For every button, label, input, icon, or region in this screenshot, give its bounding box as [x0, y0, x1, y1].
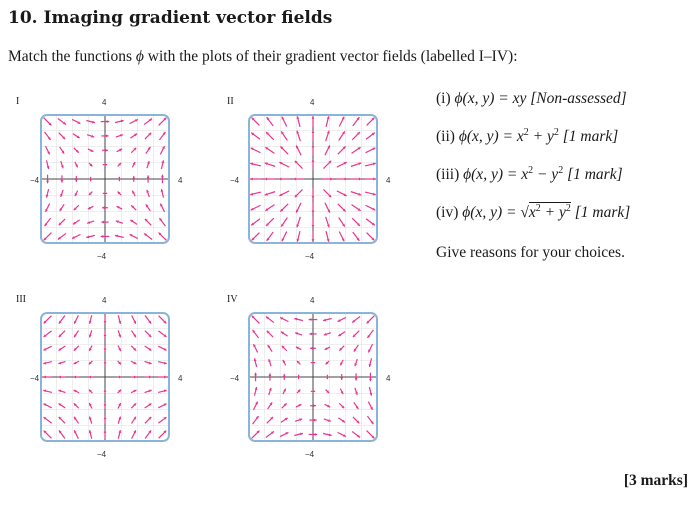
plot-label-IV: IV [227, 294, 238, 305]
tick-bottom-III: −4 [97, 450, 107, 459]
function-i: (i) ϕ(x, y) = xy [Non-assessed] [436, 90, 627, 107]
function-iv: (iv) ϕ(x, $y) = √x^2 + y^2$ [1 mark] [436, 202, 631, 221]
plot-II [248, 114, 378, 244]
tick-left-III: −4 [30, 374, 40, 383]
tick-top-III: 4 [102, 296, 107, 305]
sqrt-icon: √ [520, 204, 529, 221]
plot-III [40, 312, 170, 442]
tick-bottom-IV: −4 [305, 450, 315, 459]
plot-IV [248, 312, 378, 442]
tick-bottom-II: −4 [305, 252, 315, 261]
closing-instruction: Give reasons for your choices. [436, 244, 625, 261]
tick-left-II: −4 [230, 176, 240, 185]
function-iii: (iii) ϕ(x, $y) = x^2 - y^2$ [1 mark] [436, 164, 623, 183]
tick-top-IV: 4 [310, 296, 315, 305]
tick-top-I: 4 [102, 98, 107, 107]
plot-label-I: I [16, 96, 20, 107]
tick-top-II: 4 [310, 98, 315, 107]
plot-label-II: II [227, 96, 234, 107]
tick-right-IV: 4 [386, 374, 391, 383]
question-intro: Match the functions ϕ with the plots of their gradient vector fields (labelled I–IV): [8, 48, 518, 65]
tick-right-II: 4 [386, 176, 391, 185]
function-ii: (ii) ϕ(x, $y) = x^2 + y^2$ [1 mark] [436, 126, 619, 145]
plot-label-III: III [16, 294, 26, 305]
tick-left-IV: −4 [230, 374, 240, 383]
question-title: 10. Imaging gradient vector fields [8, 8, 333, 28]
plot-I [40, 114, 170, 244]
tick-right-I: 4 [178, 176, 183, 185]
tick-right-III: 4 [178, 374, 183, 383]
tick-bottom-I: −4 [97, 252, 107, 261]
tick-left-I: −4 [30, 176, 40, 185]
marks-label: [3 marks] [623, 472, 688, 489]
